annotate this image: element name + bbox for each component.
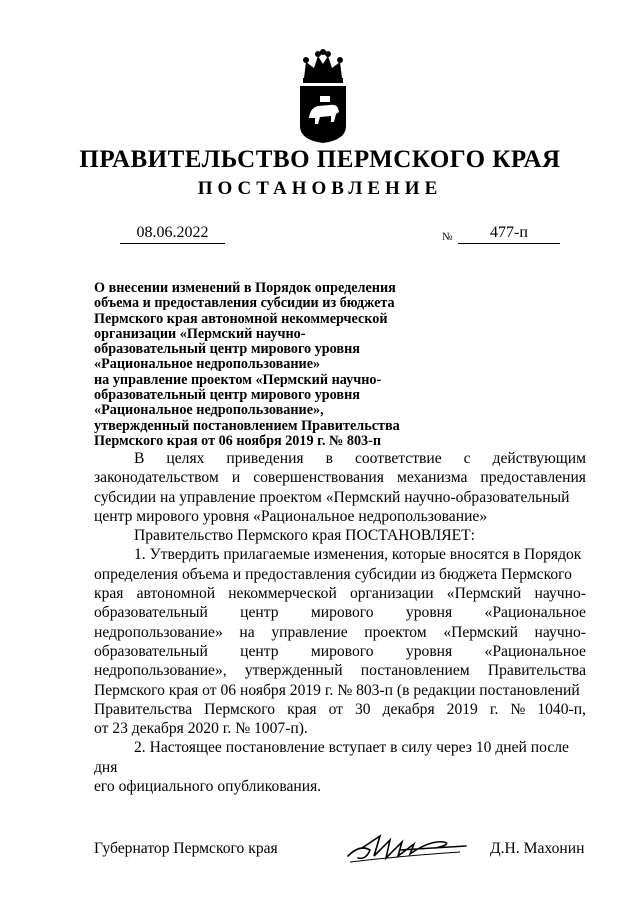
body-line xyxy=(94,603,586,622)
body-line: его официального опубликования. xyxy=(94,778,322,796)
word: 1040-п, xyxy=(537,700,586,718)
coat-of-arms-icon xyxy=(296,48,350,144)
title-line: образовательный центр мирового уровня xyxy=(94,341,360,358)
document-title xyxy=(94,281,434,449)
word: механизма xyxy=(396,469,468,487)
document-body xyxy=(94,449,586,796)
word: недропользование», xyxy=(94,662,227,680)
word: и xyxy=(231,469,241,487)
body-line xyxy=(94,468,586,487)
word: утвержденный xyxy=(244,662,343,680)
word: предоставления xyxy=(480,469,586,487)
body-line xyxy=(94,661,586,680)
signatory-name: Д.Н. Махонин xyxy=(490,840,585,857)
word: «Рациональное xyxy=(484,604,586,622)
word: некоммерческой xyxy=(228,585,337,603)
handwritten-signature xyxy=(340,826,470,866)
word: в xyxy=(325,450,333,467)
organization-title: ПРАВИТЕЛЬСТВО ПЕРМСКОГО КРАЯ xyxy=(79,146,561,173)
title-line: на управление проектом «Пермский научно- xyxy=(94,371,382,388)
word: уровня xyxy=(405,642,453,660)
word: действующим xyxy=(492,450,586,467)
word: постановлением xyxy=(360,662,470,680)
word: организации xyxy=(349,585,434,603)
title-line: «Рациональное недропользование», xyxy=(94,402,324,419)
word: В xyxy=(134,450,145,467)
body-line: от 23 декабря 2020 г. № 1007-п). xyxy=(94,720,308,738)
body-line: определения объема и предоставления субсидии из бюджета Пермского xyxy=(94,565,572,583)
word: центр xyxy=(240,604,279,622)
word: уровня xyxy=(405,604,453,622)
word: совершенствования xyxy=(253,469,384,487)
word: 30 xyxy=(355,700,371,718)
word: края xyxy=(94,585,124,603)
word: проектом xyxy=(364,623,427,641)
title-line: организации «Пермский научно- xyxy=(94,325,306,342)
word: недропользование» xyxy=(94,623,223,641)
signatory-position: Губернатор Пермского края xyxy=(94,840,278,857)
word: целях xyxy=(166,450,205,467)
word: законодательством xyxy=(94,469,219,487)
word: с xyxy=(463,450,471,467)
document-type: ПОСТАНОВЛЕНИЕ xyxy=(197,178,443,199)
word: мирового xyxy=(310,604,374,622)
title-line: образовательный центр мирового уровня xyxy=(94,387,360,404)
word: научно- xyxy=(534,585,586,603)
word: «Рациональное xyxy=(484,642,586,660)
body-line xyxy=(94,642,586,661)
title-line: О внесении изменений в Порядок определения xyxy=(94,280,396,296)
word: Правительства xyxy=(94,700,193,718)
document-number: 477-п xyxy=(458,224,560,244)
title-line: утвержденный постановлением Правительства xyxy=(94,417,400,434)
word: края xyxy=(287,700,317,718)
body-line: Правительство Пермского края ПОСТАНОВЛЯЕТ: xyxy=(134,527,475,545)
word: № xyxy=(510,700,526,718)
title-line: Пермского края автономной некоммерческой xyxy=(94,310,388,327)
word: мирового xyxy=(310,642,374,660)
body-line: 2. Настоящее постановление вступает в силу через 10 дней после дня xyxy=(94,739,569,776)
word: Пермского xyxy=(204,700,276,718)
number-label: № xyxy=(442,231,453,243)
body-line xyxy=(94,700,586,719)
title-line: «Рациональное недропользование» xyxy=(94,356,321,373)
body-line: 1. Утвердить прилагаемые изменения, которые вносятся в Порядок xyxy=(134,546,582,564)
word: «Пермский xyxy=(443,623,518,641)
word: образовательный xyxy=(94,642,208,660)
word: приведения xyxy=(226,450,304,467)
word: декабря xyxy=(382,700,435,718)
body-line: Пермского края от 06 ноября 2019 г. № 803-п (в редакции постановлений xyxy=(94,681,580,699)
word: Правительства xyxy=(487,662,586,680)
body-line: субсидии на управление проектом «Пермский научно-образовательный xyxy=(94,488,570,506)
body-line xyxy=(94,584,586,603)
word: «Пермский xyxy=(446,585,522,603)
title-line: объема и предоставления субсидии из бюджета xyxy=(94,295,395,312)
word: автономной xyxy=(136,585,216,603)
body-line: центр мирового уровня «Рациональное недропользование» xyxy=(94,507,488,525)
word: от xyxy=(328,700,343,718)
word: образовательный xyxy=(94,604,208,622)
body-line xyxy=(94,449,586,468)
word: 2019 xyxy=(446,700,478,718)
word: научно- xyxy=(534,623,586,641)
title-line: Пермского края от 06 ноября 2019 г. № 803-п xyxy=(94,432,382,449)
word: центр xyxy=(240,642,279,660)
word: соответствие xyxy=(354,450,442,467)
document-date: 08.06.2022 xyxy=(120,224,225,244)
word: на xyxy=(239,623,255,641)
body-line xyxy=(94,623,586,642)
word: г. xyxy=(489,700,499,718)
word: управление xyxy=(271,623,348,641)
